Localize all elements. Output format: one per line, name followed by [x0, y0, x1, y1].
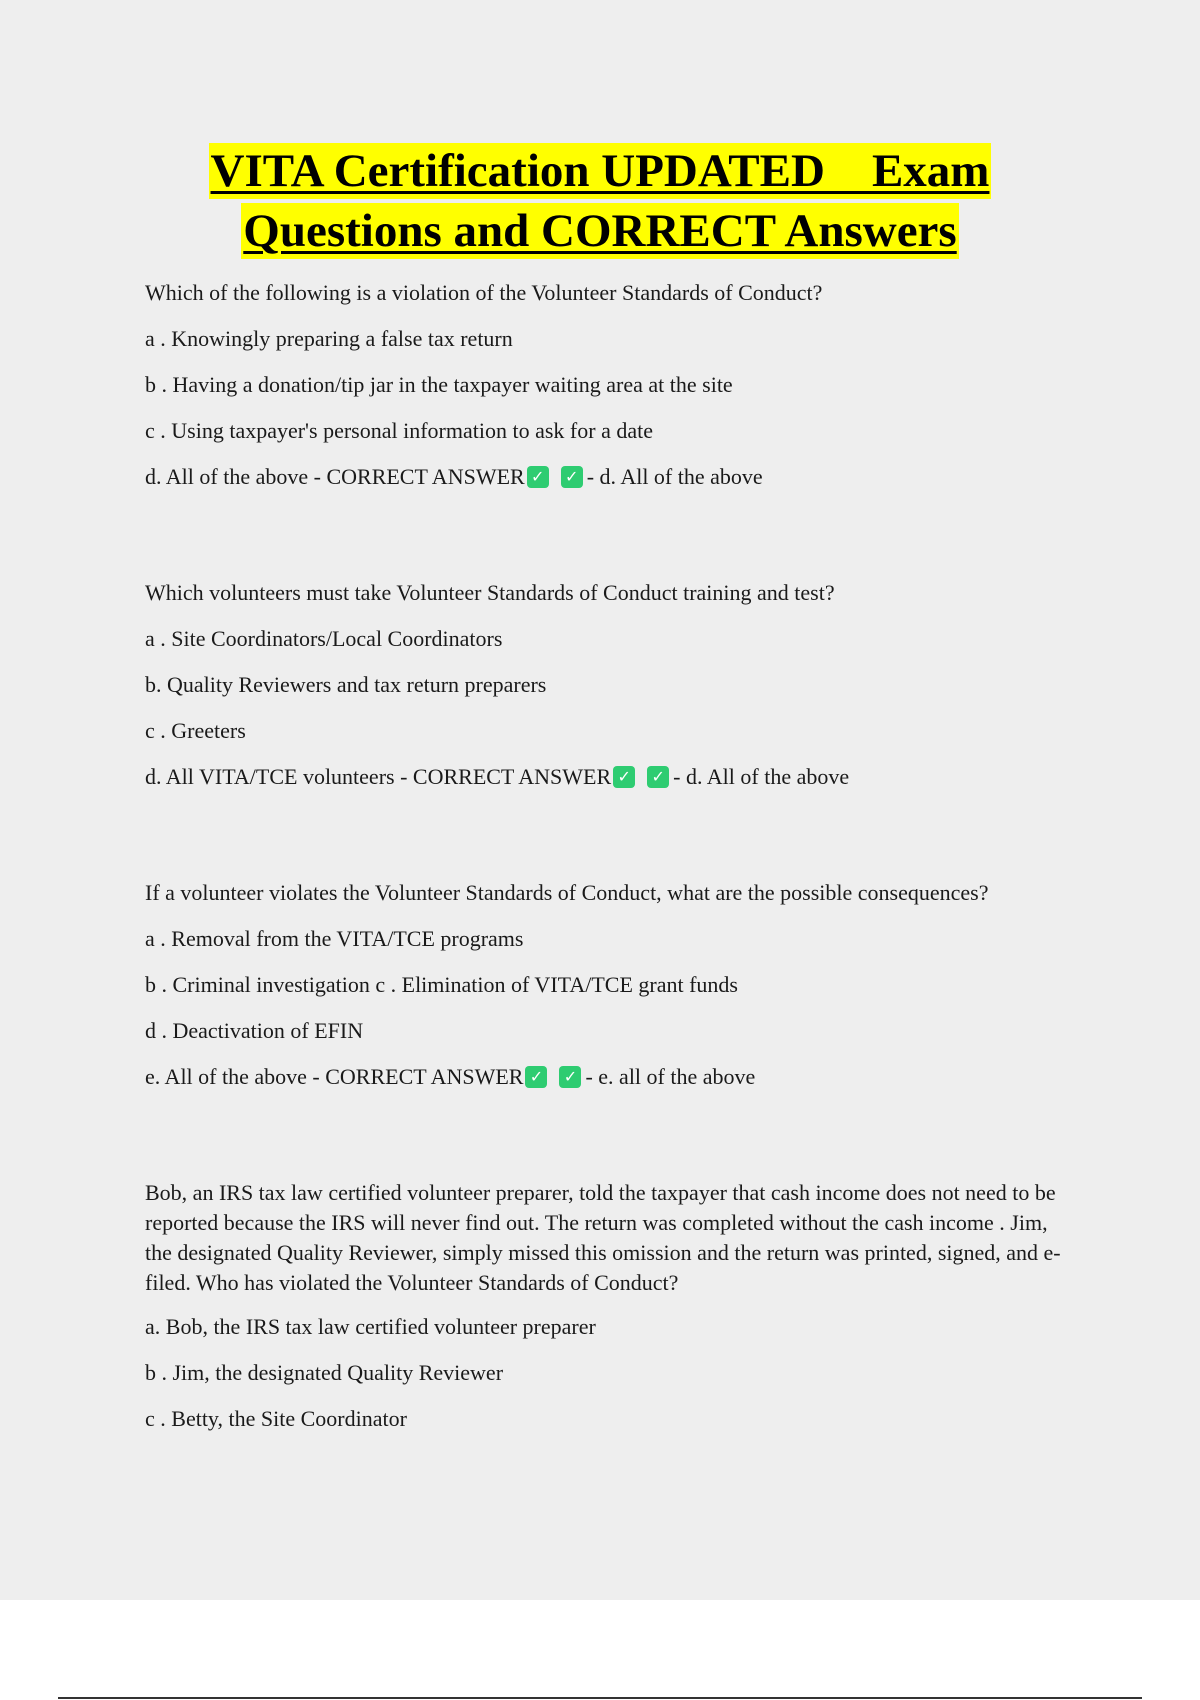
question-text: Bob, an IRS tax law certified volunteer preparer, told the taxpayer that cash income does not need to be reported because the IRS will never find out. The return was completed without the cash income . Jim, the designated Quality Reviewer, simply missed this omission and the return was printed, signed, and e-filed. Who has violated the Volunteer Standards of Conduct?: [145, 1180, 1061, 1295]
check-icon: ✓: [613, 766, 635, 788]
option-a: a . Site Coordinators/Local Coordinators: [145, 626, 503, 651]
answer-suffix: - d. All of the above: [586, 464, 763, 489]
check-icon: ✓: [561, 466, 583, 488]
title-line-1: VITA Certification UPDATED Exam: [210, 145, 990, 197]
option-b: b . Jim, the designated Quality Reviewer: [145, 1360, 504, 1385]
check-icon: ✓: [647, 766, 669, 788]
option-a: a . Knowingly preparing a false tax return: [145, 326, 513, 351]
option-c: c . Using taxpayer's personal information to ask for a date: [145, 418, 653, 443]
answer-suffix: - e. all of the above: [585, 1064, 756, 1089]
option-b: b . Having a donation/tip jar in the taxpayer waiting area at the site: [145, 372, 733, 397]
option-c: c . Greeters: [145, 718, 246, 743]
question-text: Which of the following is a violation of the Volunteer Standards of Conduct?: [145, 280, 823, 305]
option-b: b . Criminal investigation c . Elimination of VITA/TCE grant funds: [145, 972, 738, 997]
questions-list: [145, 278, 1075, 1520]
question-block-2: [145, 578, 1075, 792]
answer-prefix: d. All of the above - CORRECT ANSWER: [145, 464, 525, 489]
question-block-4: [145, 1178, 1075, 1434]
answer-suffix: - d. All of the above: [673, 764, 850, 789]
footer-rule: [58, 1697, 1142, 1699]
question-block-1: [145, 278, 1075, 492]
check-icon: ✓: [525, 1066, 547, 1088]
correct-answer: [145, 762, 1075, 792]
title-line-2: Questions and CORRECT Answers: [243, 205, 957, 257]
question-text: If a volunteer violates the Volunteer Standards of Conduct, what are the possible consequences?: [145, 880, 989, 905]
question-text: Which volunteers must take Volunteer Standards of Conduct training and test?: [145, 580, 835, 605]
option-a: a . Removal from the VITA/TCE programs: [145, 926, 524, 951]
check-icon: ✓: [527, 466, 549, 488]
check-icon: ✓: [559, 1066, 581, 1088]
option-a: a. Bob, the IRS tax law certified volunteer preparer: [145, 1314, 596, 1339]
document-title: [0, 143, 1200, 259]
option-d: d . Deactivation of EFIN: [145, 1018, 364, 1043]
answer-prefix: d. All VITA/TCE volunteers - CORRECT ANSWER: [145, 764, 612, 789]
question-block-3: [145, 878, 1075, 1092]
option-c: c . Betty, the Site Coordinator: [145, 1406, 407, 1431]
correct-answer: [145, 462, 1075, 492]
correct-answer: [145, 1062, 1075, 1092]
option-b: b. Quality Reviewers and tax return preparers: [145, 672, 547, 697]
answer-prefix: e. All of the above - CORRECT ANSWER: [145, 1064, 524, 1089]
